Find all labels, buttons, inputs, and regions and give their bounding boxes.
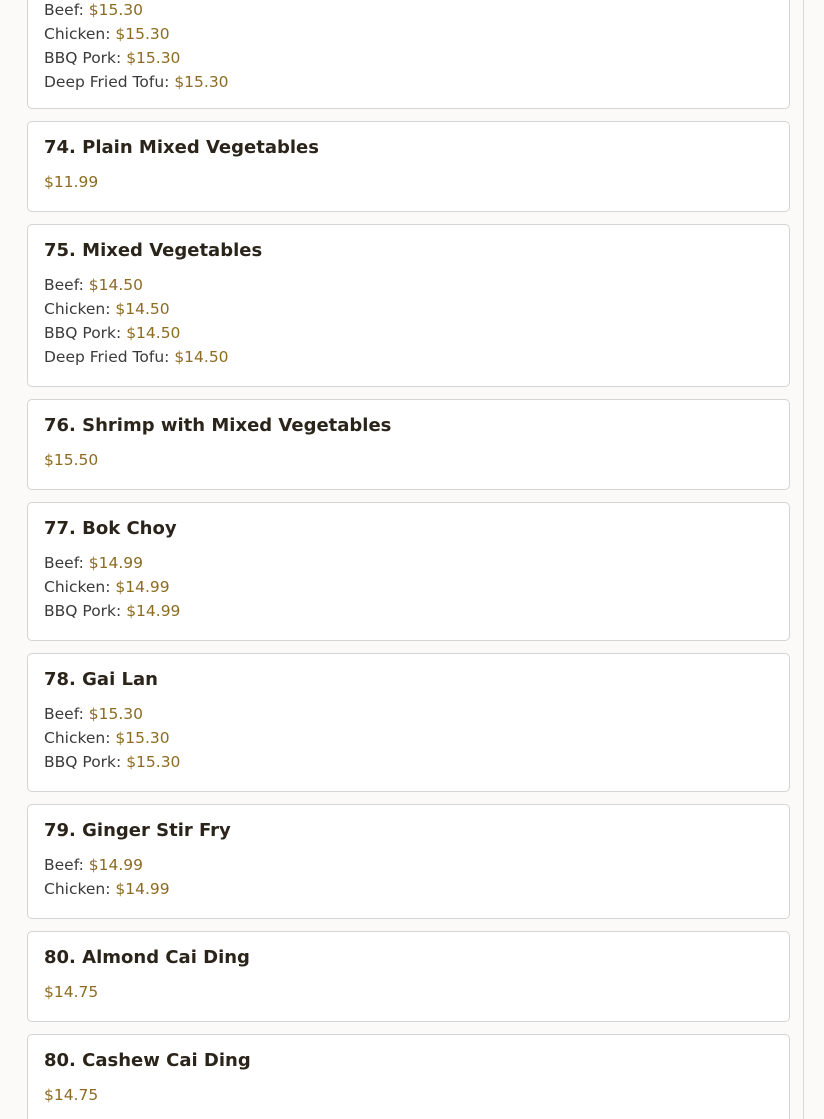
menu-item-card-mixed-vegetables[interactable]: [27, 224, 790, 387]
menu-item-card-plain-mixed-vegetables[interactable]: [27, 121, 790, 212]
option-label: BBQ Pork:: [44, 602, 122, 620]
menu-item-title: 80. Almond Cai Ding: [44, 947, 250, 968]
price-option: [44, 70, 229, 94]
option-price: $14.99: [126, 602, 181, 620]
option-price: $15.30: [126, 753, 181, 771]
price-option: [44, 877, 170, 901]
option-price: $14.50: [126, 324, 181, 342]
option-label: Beef:: [44, 554, 84, 572]
menu-item-title: 77. Bok Choy: [44, 518, 177, 539]
option-label: Chicken:: [44, 880, 111, 898]
option-label: BBQ Pork:: [44, 49, 122, 67]
menu-item-card-partial[interactable]: [27, 0, 790, 109]
price-option: [44, 297, 170, 321]
option-price: $14.99: [115, 880, 170, 898]
price-option: [44, 273, 143, 297]
option-label: Deep Fried Tofu:: [44, 73, 170, 91]
option-price: $15.30: [88, 1, 144, 19]
option-label: Chicken:: [44, 578, 111, 596]
price-option: [44, 321, 180, 345]
option-label: Beef:: [44, 276, 84, 294]
menu-item-card-bok-choy[interactable]: [27, 502, 790, 641]
price-option: [44, 853, 143, 877]
menu-item-title: 78. Gai Lan: [44, 669, 158, 690]
price-option: [44, 980, 98, 1004]
option-price: $14.50: [174, 348, 229, 366]
price-option: [44, 0, 143, 22]
option-price: $14.99: [88, 554, 144, 572]
menu-item-card-gai-lan[interactable]: [27, 653, 790, 792]
menu-item-card-shrimp-with-mixed-vegetables[interactable]: [27, 399, 790, 490]
price-option: [44, 599, 180, 623]
menu-item-title: 74. Plain Mixed Vegetables: [44, 137, 319, 158]
menu-item-card-ginger-stir-fry[interactable]: [27, 804, 790, 919]
menu-item-card-almond-cai-ding[interactable]: [27, 931, 790, 1022]
option-label: Chicken:: [44, 25, 111, 43]
menu-item-card-cashew-cai-ding[interactable]: [27, 1034, 790, 1119]
option-price: $15.50: [44, 451, 99, 469]
price-option: [44, 1083, 98, 1107]
menu-item-title: 79. Ginger Stir Fry: [44, 820, 231, 841]
price-option: [44, 750, 180, 774]
menu-item-title: 75. Mixed Vegetables: [44, 240, 263, 261]
page-divider: [803, 0, 804, 1119]
price-option: [44, 448, 98, 472]
price-option: [44, 551, 143, 575]
option-price: $14.99: [115, 578, 170, 596]
price-option: [44, 345, 229, 369]
option-label: BBQ Pork:: [44, 753, 122, 771]
option-price: $15.30: [174, 73, 229, 91]
option-label: Beef:: [44, 856, 84, 874]
price-option: [44, 702, 143, 726]
price-option: [44, 726, 170, 750]
option-price: $14.50: [88, 276, 144, 294]
option-price: $14.75: [44, 1086, 99, 1104]
option-price: $15.30: [88, 705, 144, 723]
option-label: Chicken:: [44, 300, 111, 318]
option-label: Chicken:: [44, 729, 111, 747]
option-price: $14.99: [88, 856, 144, 874]
option-label: BBQ Pork:: [44, 324, 122, 342]
price-option: [44, 170, 98, 194]
option-price: $15.30: [126, 49, 181, 67]
option-label: Deep Fried Tofu:: [44, 348, 170, 366]
option-price: $11.99: [44, 173, 99, 191]
option-price: $14.50: [115, 300, 170, 318]
menu-item-title: 80. Cashew Cai Ding: [44, 1050, 251, 1071]
menu-item-title: 76. Shrimp with Mixed Vegetables: [44, 415, 392, 436]
option-price: $14.75: [44, 983, 99, 1001]
option-label: Beef:: [44, 1, 84, 19]
option-price: $15.30: [115, 729, 170, 747]
price-option: [44, 575, 170, 599]
option-price: $15.30: [115, 25, 170, 43]
price-option: [44, 22, 170, 46]
price-option: [44, 46, 180, 70]
option-label: Beef:: [44, 705, 84, 723]
